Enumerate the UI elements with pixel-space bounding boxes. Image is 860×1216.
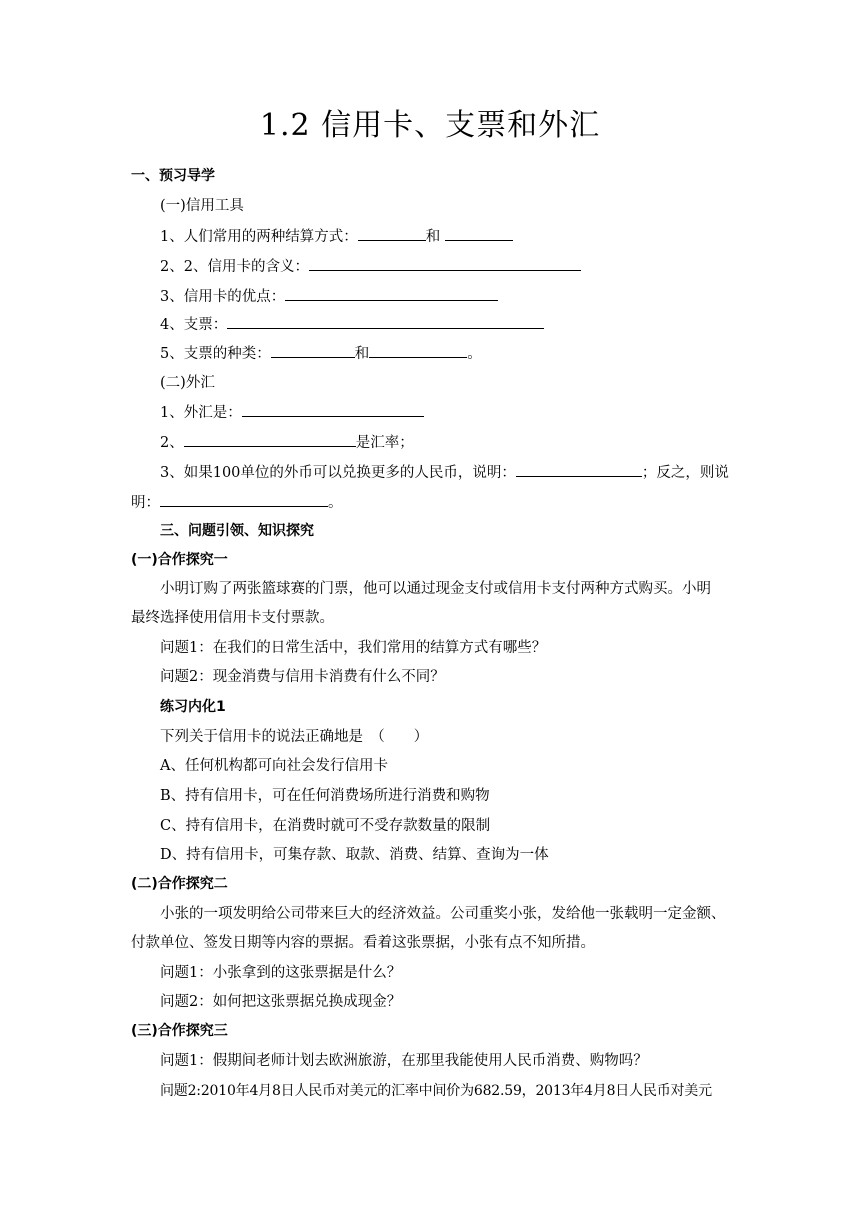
question-text: 2、2、信用卡的含义： [160, 259, 309, 275]
answer-blank[interactable] [516, 462, 642, 477]
period: 。 [328, 495, 343, 511]
question-text: 是汇率； [355, 435, 414, 451]
part-heading-3: (三)合作探究三 [131, 1023, 228, 1039]
question-text: 1、外汇是： [160, 405, 242, 421]
question-text: 2、 [160, 435, 184, 451]
answer-blank[interactable] [445, 226, 513, 241]
paragraph-line: 付款单位、签发日期等内容的票据。看着这张票据，小张有点不知所措。 [131, 935, 595, 951]
question-2: 问题2：现金消费与信用卡消费有什么不同？ [160, 669, 445, 685]
question-text: 4、支票： [160, 317, 228, 333]
question-exchange-rate [160, 432, 414, 453]
section-heading-preview: 一、预习导学 [131, 168, 215, 184]
connector-text: 和 [354, 346, 370, 362]
answer-blank[interactable] [184, 432, 356, 447]
answer-blank[interactable] [309, 256, 581, 271]
option-c: C、持有信用卡，在消费时就可不受存款数量的限制 [160, 818, 491, 834]
answer-blank[interactable] [271, 343, 355, 358]
question-text: 5、支票的种类： [160, 346, 271, 362]
question-2: 问题2：如何把这张票据兑换成现金？ [160, 994, 402, 1010]
practice-question: 下列关于信用卡的说法正确地是 （ ） [160, 729, 429, 745]
option-d: D、持有信用卡，可集存款、取款、消费、结算、查询为一体 [160, 847, 549, 863]
answer-blank[interactable] [160, 492, 328, 507]
question-cheque [160, 314, 544, 335]
question-1: 问题1：小张拿到的这张票据是什么？ [160, 965, 402, 981]
question-forex-definition [160, 402, 424, 423]
question-settlement-methods [160, 226, 513, 247]
part-heading-1: (一)合作探究一 [131, 552, 228, 568]
question-text: 1、人们常用的两种结算方式： [160, 229, 358, 245]
subheading-credit-tools: (一)信用工具 [160, 198, 244, 214]
question-1: 问题1：假期间老师计划去欧洲旅游，在那里我能使用人民币消费、购物吗？ [160, 1053, 648, 1069]
question-credit-card-advantages [160, 286, 498, 307]
question-exchange-meaning [160, 462, 729, 483]
section-heading-inquiry: 三、问题引领、知识探究 [160, 523, 314, 539]
question-text: 3、信用卡的优点： [160, 289, 286, 305]
answer-blank[interactable] [227, 314, 544, 329]
page-title: 1.2 信用卡、支票和外汇 [259, 108, 601, 143]
option-a: A、任何机构都可向社会发行信用卡 [160, 758, 388, 774]
question-text: 明： [131, 495, 160, 511]
paragraph-line: 小张的一项发明给公司带来巨大的经济效益。公司重奖小张，发给他一张载明一定金额、 [160, 906, 726, 922]
option-b: B、持有信用卡，可在任何消费场所进行消费和购物 [160, 788, 490, 804]
question-1: 问题1：在我们的日常生活中，我们常用的结算方式有哪些？ [160, 640, 547, 656]
paragraph-line: 小明订购了两张篮球赛的门票，他可以通过现金支付或信用卡支付两种方式购买。小明 [160, 581, 711, 597]
question-text: ；反之，则说 [641, 465, 729, 481]
answer-blank[interactable] [242, 402, 424, 417]
question-exchange-meaning-cont [131, 492, 343, 513]
answer-blank[interactable] [369, 343, 467, 358]
part-heading-2: (二)合作探究二 [131, 876, 228, 892]
period: 。 [467, 346, 482, 362]
question-cheque-types [160, 343, 482, 364]
practice-heading: 练习内化1 [160, 699, 226, 715]
question-text: 3、如果100单位的外币可以兑换更多的人民币，说明： [160, 465, 516, 481]
answer-blank[interactable] [358, 226, 426, 241]
question-2: 问题2:2010年4月8日人民币对美元的汇率中间价为682.59，2013年4月8日人民币对美元 [160, 1083, 712, 1099]
subheading-foreign-exchange: (二)外汇 [160, 375, 215, 391]
answer-blank[interactable] [285, 286, 498, 301]
paragraph-line: 最终选择使用信用卡支付票款。 [131, 610, 334, 626]
connector-text: 和 [425, 229, 441, 245]
question-credit-card-meaning [160, 256, 581, 277]
